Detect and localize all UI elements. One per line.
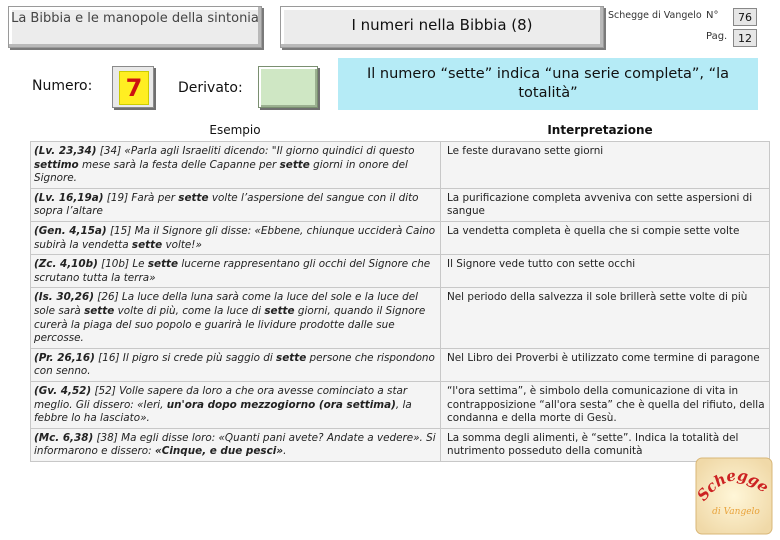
table-row: [31, 428, 770, 461]
highlighted-word: sette: [147, 258, 179, 271]
example-cell: [31, 142, 441, 189]
logo-top-text: Schegge: [694, 466, 773, 505]
example-cell: [31, 255, 441, 288]
column-header-interpretation: Interpretazione: [547, 123, 653, 137]
example-cell: [31, 221, 441, 254]
verse-text: [26] La luce della luna sarà come la luce del sole e la luce del sole sarà: [34, 291, 419, 317]
series-title: La Bibbia e le manopole della sintonia: [11, 11, 259, 26]
source-label: Schegge di Vangelo: [608, 10, 702, 21]
numero-value: 7: [119, 71, 149, 105]
table-row: [31, 142, 770, 189]
highlighted-word: un'ora dopo mezzogiorno (ora settima): [166, 398, 396, 411]
example-cell: [31, 348, 441, 381]
derivato-label: Derivato:: [178, 80, 243, 96]
table-row: [31, 348, 770, 381]
schegge-di-vangelo-logo: [694, 456, 774, 536]
page-title-box: [280, 6, 604, 48]
numero-box: [112, 66, 154, 108]
verse-text: , la febbre lo ha lasciato».: [34, 398, 412, 425]
interpretation-cell: Le feste duravano sette giorni: [441, 142, 770, 189]
verse-text: volte di più, come la luce di: [114, 304, 265, 317]
derivato-box: [258, 66, 318, 108]
logo-graphic: [694, 456, 774, 536]
example-cell: [31, 428, 441, 461]
interpretation-cell: Il Signore vede tutto con sette occhi: [441, 255, 770, 288]
verse-text: volte l’aspersione del sangue con il dito sopra l’altare: [34, 191, 419, 218]
interpretation-cell: Nel Libro dei Proverbi è utilizzato come termine di paragone: [441, 348, 770, 381]
number-meaning-box: [338, 58, 758, 110]
verse-text: giorni, quando il Signore curerà la piaga del suo popolo e guarirà le lividure prodotte dalle sue percosse.: [34, 304, 426, 345]
issue-number-value: 76: [733, 8, 757, 26]
example-cell: [31, 288, 441, 348]
table-row: [31, 188, 770, 221]
interpretation-cell: Nel periodo della salvezza il sole brillerà sette volte di più: [441, 288, 770, 348]
verse-text: [52] Volle sapere da loro a che ora avesse cominciato a star meglio. Gli dissero: «Ieri,: [34, 384, 408, 411]
verse-text: [34] «Parla agli Israeliti dicendo: "Il giorno quindici di questo: [96, 145, 415, 157]
series-title-box: [8, 6, 262, 48]
issue-number-label: N°: [706, 10, 719, 21]
verse-text: mese sarà la festa delle Capanne per: [78, 158, 280, 171]
verse-text: [19] Farà per: [103, 191, 179, 204]
verse-text: volte!»: [162, 238, 202, 251]
verse-reference: (Is. 30,26): [34, 291, 94, 304]
logo-bottom-text: di Vangelo: [712, 507, 760, 517]
page-number-value: 12: [733, 29, 757, 47]
verse-text: lucerne rappresentano gli occhi del Signore che scrutano tutta la terra»: [34, 258, 431, 284]
verse-text: [15] Ma il Signore gli disse: «Ebbene, chiunque ucciderà Caino subirà la vendetta: [34, 224, 436, 251]
table-row: [31, 381, 770, 428]
highlighted-word: sette: [178, 191, 209, 204]
interpretation-cell: La vendetta completa è quella che si compie sette volte: [441, 221, 770, 254]
number-meaning: Il numero “sette” indica “una serie completa”, “la totalità”: [366, 66, 729, 101]
page-title: I numeri nella Bibbia (8): [351, 16, 533, 34]
table-row: [31, 255, 770, 288]
interpretation-cell: “l'ora settima”, è simbolo della comunicazione di vita in contrapposizione “all'ora sesta” che è quella del rifiuto, della condanna e della morte di Gesù.: [441, 381, 770, 428]
highlighted-word: sette: [276, 351, 307, 364]
verse-reference: (Lv. 16,19a): [34, 191, 104, 204]
table-row: [31, 221, 770, 254]
numero-label: Numero:: [32, 78, 93, 94]
highlighted-word: «Cinque, e due pesci»: [154, 445, 284, 458]
verse-text: giorni in onore del Signore.: [34, 158, 408, 185]
table-row: [31, 288, 770, 348]
interpretation-cell: La somma degli alimenti, è “sette”. Indica la totalità del nutrimento posseduto della comunità: [441, 428, 770, 461]
examples-table: [30, 141, 773, 538]
verse-reference: (Pr. 26,16): [34, 351, 95, 364]
verse-reference: (Zc. 4,10b): [34, 258, 98, 271]
highlighted-word: sette: [131, 238, 163, 251]
verse-text: .: [283, 445, 287, 458]
examples-table-body: [31, 142, 770, 462]
verse-reference: (Gen. 4,15a): [34, 224, 107, 237]
page-number-label: Pag.: [706, 31, 728, 42]
verse-reference: (Gv. 4,52): [34, 384, 92, 397]
highlighted-word: sette: [279, 158, 310, 171]
example-cell: [31, 381, 441, 428]
verse-reference: (Mc. 6,38): [34, 431, 94, 444]
verse-text: [10b] Le: [97, 258, 148, 271]
interpretation-cell: La purificazione completa avveniva con sette aspersioni di sangue: [441, 188, 770, 221]
column-header-example: Esempio: [209, 123, 261, 137]
highlighted-word: settimo: [34, 158, 79, 171]
example-cell: [31, 188, 441, 221]
verse-reference: (Lv. 23,34): [34, 145, 97, 157]
verse-text: [16] Il pigro si crede più saggio di: [94, 351, 277, 364]
highlighted-word: sette: [264, 304, 295, 317]
highlighted-word: sette: [84, 304, 115, 317]
verse-text: persone che rispondono con senno.: [34, 351, 435, 378]
verse-text: [38] Ma egli disse loro: «Quanti pani avete? Andate a vedere». Si informarono e dissero:: [34, 431, 436, 458]
